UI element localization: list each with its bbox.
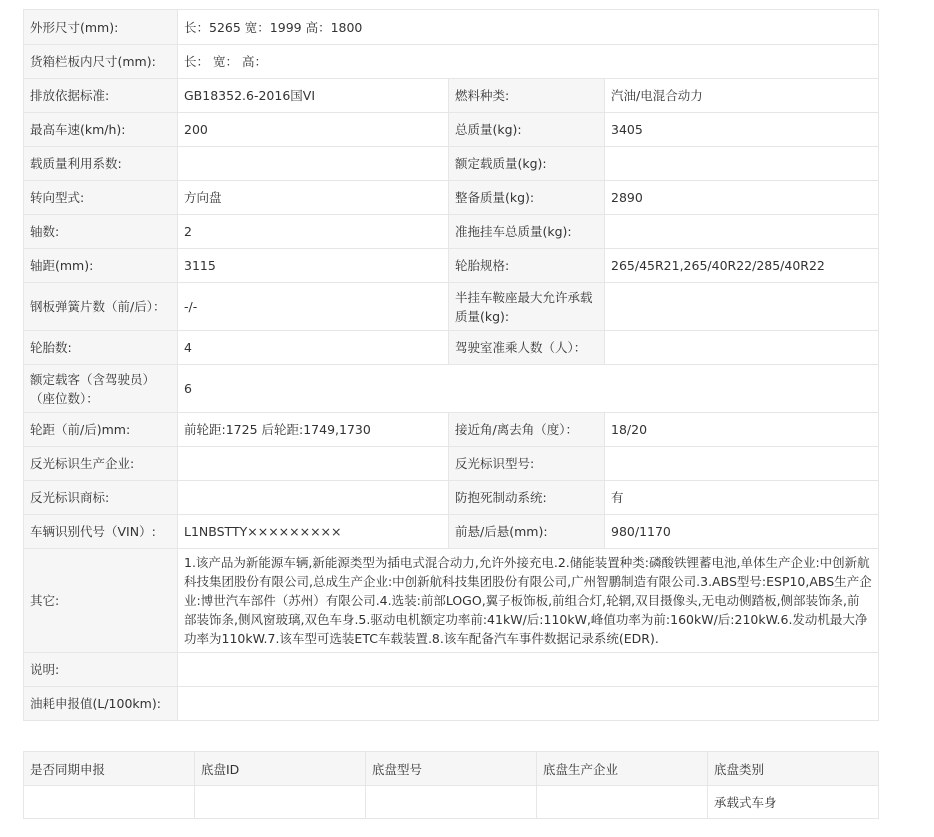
spec-row [24,113,879,147]
label-curb-mass: 整备质量(kg): [449,181,605,215]
label-dimensions: 外形尺寸(mm): [24,10,178,45]
label-tire-count: 轮胎数: [24,331,178,365]
value-vin: L1NBSTTY××××××××× [178,515,449,549]
label-trailer-mass: 准拖挂车总质量(kg): [449,215,605,249]
label-steering: 转向型式: [24,181,178,215]
value-cargo-box: 长： 宽： 高： [178,45,879,79]
value-fuel-consumption [178,687,879,721]
value-dimensions: 长：5265 宽：1999 高：1800 [178,10,879,45]
chassis-cell-model [366,786,537,819]
value-cab-seats [605,331,879,365]
spec-row [24,249,879,283]
label-rated-load: 额定载质量(kg): [449,147,605,181]
spec-row [24,79,879,113]
value-load-util [178,147,449,181]
chassis-table [23,751,879,819]
chassis-cell-id [195,786,366,819]
label-reflector-brand: 反光标识商标: [24,481,178,515]
spec-row [24,147,879,181]
value-emission: GB18352.6-2016国VI [178,79,449,113]
label-abs: 防抱死制动系统: [449,481,605,515]
value-abs: 有 [605,481,879,515]
label-other: 其它: [24,549,178,653]
chassis-header-category: 底盘类别 [708,752,879,786]
chassis-data-row [24,786,879,819]
chassis-cell-same-period [24,786,195,819]
spec-row [24,413,879,447]
value-reflector-model [605,447,879,481]
label-angles: 接近角/离去角（度）： [449,413,605,447]
value-track: 前轮距:1725 后轮距:1749,1730 [178,413,449,447]
value-tires: 265/45R21,265/40R22/285/40R22 [605,249,879,283]
label-cargo-box: 货箱栏板内尺寸(mm): [24,45,178,79]
value-curb-mass: 2890 [605,181,879,215]
chassis-header-model: 底盘型号 [366,752,537,786]
value-reflector-brand [178,481,449,515]
label-wheelbase: 轴距(mm): [24,249,178,283]
label-tires: 轮胎规格: [449,249,605,283]
spec-row-other [24,549,879,653]
spec-row-notes [24,653,879,687]
chassis-header-maker: 底盘生产企业 [537,752,708,786]
label-reflector-model: 反光标识型号: [449,447,605,481]
label-notes: 说明: [24,653,178,687]
spec-row-passengers [24,365,879,413]
chassis-header-row [24,752,879,786]
label-passengers: 额定载客（含驾驶员）（座位数）： [24,365,178,413]
value-trailer-mass [605,215,879,249]
vehicle-spec-table [23,9,879,721]
value-axles: 2 [178,215,449,249]
label-axles: 轴数: [24,215,178,249]
label-emission: 排放依据标准: [24,79,178,113]
value-gross-mass: 3405 [605,113,879,147]
value-max-speed: 200 [178,113,449,147]
label-vin: 车辆识别代号（VIN）: [24,515,178,549]
value-fuel-type: 汽油/电混合动力 [605,79,879,113]
label-max-speed: 最高车速(km/h): [24,113,178,147]
spec-row [24,447,879,481]
chassis-header-same-period: 是否同期申报 [24,752,195,786]
spec-row [24,515,879,549]
label-cab-seats: 驾驶室准乘人数（人）： [449,331,605,365]
spec-row-dimensions [24,10,879,45]
spec-row-fuel-consumption [24,687,879,721]
spec-row [24,215,879,249]
value-other: 1.该产品为新能源车辆,新能源类型为插电式混合动力,允许外接充电.2.储能装置种类:磷酸铁锂蓄电池,单体生产企业:中创新航科技集团股份有限公司,总成生产企业:中创新航科技集团股份有限公司,广州智鹏制造有限公司.3.ABS型号:ESP10,ABS生产企业:博世汽车部件（苏州）有限公司.4.选装:前部LOGO,翼子板饰板,前组合灯,轮辋,双目摄像头,无电动侧踏板,侧部装饰条,前部装饰条,侧风窗玻璃,双色车身.5.驱动电机额定功率前:41kW/后:110kW,峰值功率为前:160kW/后:210kW.6.发动机最大净功率为110kW.7.该车型可选装ETC车载装置.8.该车配备汽车事件数据记录系统(EDR). [178,549,879,653]
label-overhang: 前悬/后悬(mm): [449,515,605,549]
value-leaf-springs: -/- [178,283,449,331]
label-saddle-load: 半挂车鞍座最大允许承载质量(kg): [449,283,605,331]
label-fuel-type: 燃料种类: [449,79,605,113]
spec-row [24,481,879,515]
value-tire-count: 4 [178,331,449,365]
label-gross-mass: 总质量(kg): [449,113,605,147]
value-notes [178,653,879,687]
spec-row [24,283,879,331]
label-reflector-maker: 反光标识生产企业: [24,447,178,481]
value-rated-load [605,147,879,181]
value-steering: 方向盘 [178,181,449,215]
value-angles: 18/20 [605,413,879,447]
spec-row [24,331,879,365]
label-fuel-consumption: 油耗申报值(L/100km): [24,687,178,721]
label-load-util: 载质量利用系数: [24,147,178,181]
label-leaf-springs: 钢板弹簧片数（前/后）： [24,283,178,331]
chassis-cell-maker [537,786,708,819]
value-passengers: 6 [178,365,879,413]
chassis-header-id: 底盘ID [195,752,366,786]
value-overhang: 980/1170 [605,515,879,549]
spec-row-cargo-box [24,45,879,79]
value-reflector-maker [178,447,449,481]
value-wheelbase: 3115 [178,249,449,283]
spec-row [24,181,879,215]
value-saddle-load [605,283,879,331]
chassis-cell-category: 承载式车身 [708,786,879,819]
label-track: 轮距（前/后)mm: [24,413,178,447]
